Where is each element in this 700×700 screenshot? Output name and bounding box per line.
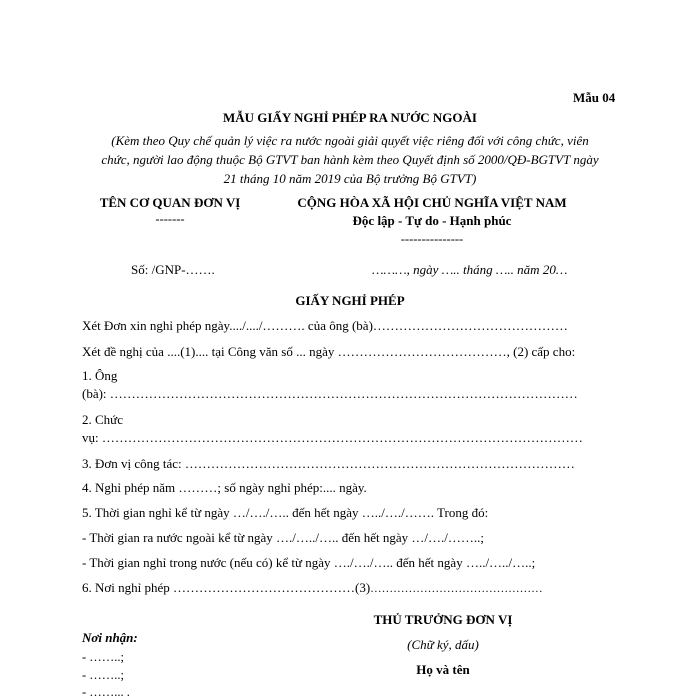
nation-underline: ---------------	[400, 232, 464, 246]
agency-name: TÊN CƠ QUAN ĐƠN VỊ	[99, 195, 241, 210]
body-line-1: Xét Đơn xin nghỉ phép ngày..../..../………. của ông (bà)………………………………………	[82, 318, 568, 333]
signature-note: (Chữ ký, dấu)	[407, 637, 479, 652]
agency-underline: -------	[155, 212, 185, 226]
body-line-2: Xét đề nghị của ....(1).... tại Công văn số ... ngày …………………………………, (2) cấp cho:	[82, 344, 576, 359]
item-3: 3. Đơn vị công tác: ………………………………………………………………………………	[82, 456, 575, 471]
item-1-field: (bà): ………………………………………………………………………………………………	[82, 386, 578, 401]
nation-motto: Độc lập - Tự do - Hạnh phúc	[352, 213, 512, 228]
signature-title: THỦ TRƯỞNG ĐƠN VỊ	[373, 612, 513, 627]
item-2-field: vụ: …………………………………………………………………………………………………	[82, 430, 583, 445]
item-5b: - Thời gian nghỉ trong nước (nếu có) kể từ ngày …./…./….. đến hết ngày …../…../…..;	[82, 555, 536, 570]
item-6	[82, 580, 543, 596]
form-title: MẪU GIẤY NGHỈ PHÉP RA NƯỚC NGOÀI	[223, 110, 477, 125]
recipient-item: - ……..;	[82, 668, 125, 682]
item-5a: - Thời gian ra nước ngoài kể từ ngày …./…../….. đến hết ngày …/…./……..;	[82, 530, 485, 545]
item-5: 5. Thời gian nghỉ kể từ ngày …/…./….. đến hết ngày …../…./……. Trong đó:	[82, 505, 489, 520]
item-4: 4. Nghỉ phép năm ………; số ngày nghỉ phép:.... ngày.	[82, 480, 367, 495]
item-6-text: 6. Nơi nghỉ phép ……………………………………(3)	[82, 580, 371, 595]
form-code: Mẫu 04	[573, 90, 616, 105]
document-date: ………, ngày ….. tháng ….. năm 20…	[372, 262, 568, 277]
document-number: Số: /GNP-…….	[131, 262, 215, 277]
recipient-item: - ……..;	[82, 650, 125, 664]
subtitle-line-2: chức, người lao động thuộc Bộ GTVT ban hành kèm theo Quyết định số 2000/QĐ-BGTVT ngày	[101, 152, 599, 167]
recipients-label: Nơi nhận:	[82, 630, 138, 645]
item-6-tail: ………………………………………	[370, 583, 543, 595]
subtitle-line-1: (Kèm theo Quy chế quản lý việc ra nước ngoài giải quyết việc riêng đối với công chức, viên	[111, 133, 589, 148]
subtitle-line-3: 21 tháng 10 năm 2019 của Bộ trưởng Bộ GTVT)	[223, 171, 477, 186]
item-2-label: 2. Chức	[82, 412, 123, 427]
nation-name: CỘNG HÒA XÃ HỘI CHỦ NGHĨA VIỆT NAM	[297, 195, 567, 210]
document-title: GIẤY NGHỈ PHÉP	[295, 293, 405, 308]
signature-name: Họ và tên	[416, 662, 470, 677]
item-1-label: 1. Ông	[82, 368, 118, 383]
recipient-item: - ……... .	[82, 685, 130, 699]
